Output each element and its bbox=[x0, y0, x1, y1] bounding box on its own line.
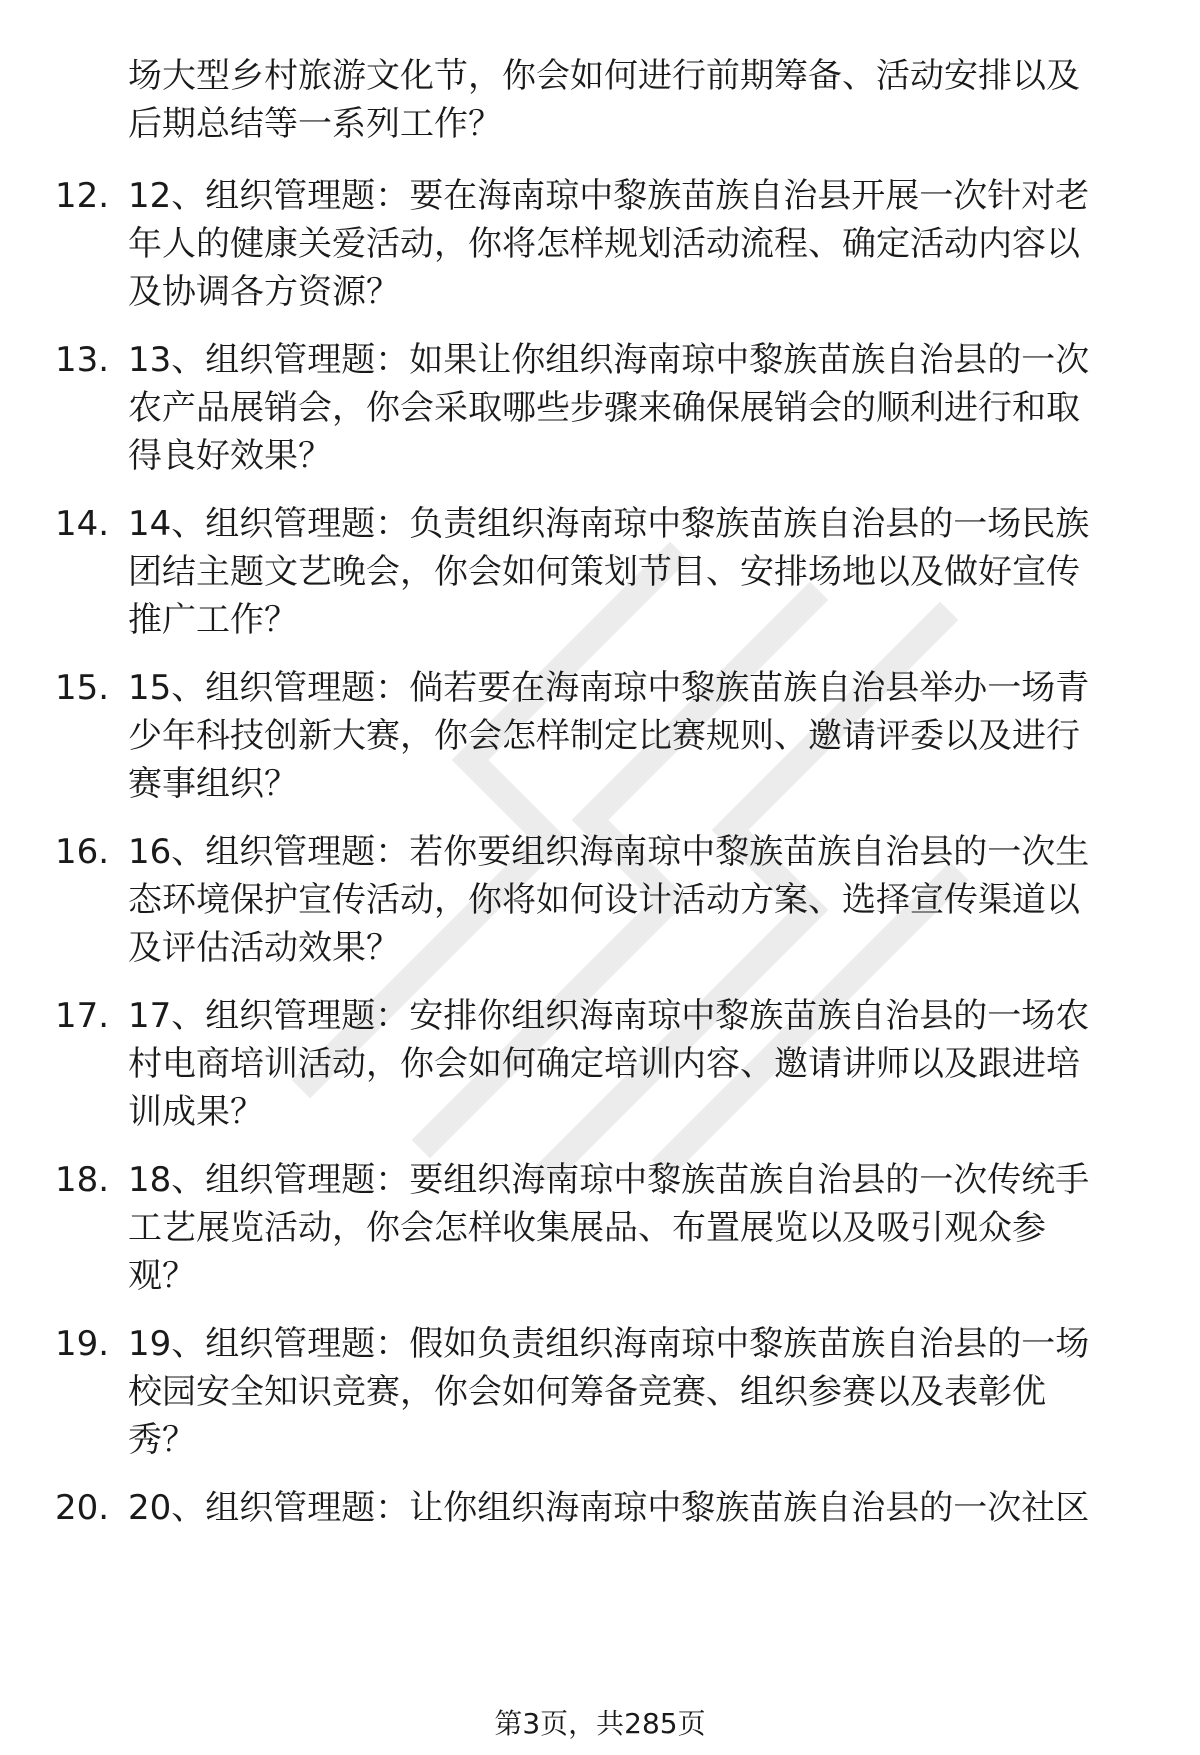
page-footer: 第3页，共285页 bbox=[494, 1707, 706, 1740]
list-item-text: 20、组织管理题：让你组织海南琼中黎族苗族自治县的一次社区 bbox=[128, 1488, 1090, 1528]
list-item-text: 15、组织管理题：倘若要在海南琼中黎族苗族自治县举办一场青 少年科技创新大赛，你会怎样制定比赛规则、邀请评委以及进行 赛事组织？ bbox=[128, 668, 1090, 804]
list-item-number: 15. bbox=[55, 668, 110, 708]
continuation-text: 场大型乡村旅游文化节，你会如何进行前期筹备、活动安排以及 后期总结等一系列工作？ bbox=[128, 56, 1080, 144]
list-item-number: 18. bbox=[55, 1160, 110, 1200]
list-item-text: 12、组织管理题：要在海南琼中黎族苗族自治县开展一次针对老 年人的健康关爱活动，你将怎样规划活动流程、确定活动内容以 及协调各方资源？ bbox=[128, 176, 1090, 312]
list-item-number: 14. bbox=[55, 504, 110, 544]
list-item-text: 16、组织管理题：若你要组织海南琼中黎族苗族自治县的一次生 态环境保护宣传活动，你将如何设计活动方案、选择宣传渠道以 及评估活动效果？ bbox=[128, 832, 1090, 968]
list-item-text: 13、组织管理题：如果让你组织海南琼中黎族苗族自治县的一次 农产品展销会，你会采取哪些步骤来确保展销会的顺利进行和取 得良好效果？ bbox=[128, 340, 1090, 476]
list-item-number: 13. bbox=[55, 340, 110, 380]
list-item-number: 20. bbox=[55, 1488, 110, 1528]
list-item-text: 14、组织管理题：负责组织海南琼中黎族苗族自治县的一场民族 团结主题文艺晚会，你会如何策划节目、安排场地以及做好宣传 推广工作？ bbox=[128, 504, 1090, 640]
list-item-number: 16. bbox=[55, 832, 110, 872]
list-item-text: 18、组织管理题：要组织海南琼中黎族苗族自治县的一次传统手 工艺展览活动，你会怎样收集展品、布置展览以及吸引观众参 观？ bbox=[128, 1160, 1090, 1296]
list-item-number: 12. bbox=[55, 176, 110, 216]
list-item-number: 19. bbox=[55, 1324, 110, 1364]
list-item-text: 17、组织管理题：安排你组织海南琼中黎族苗族自治县的一场农 村电商培训活动，你会如何确定培训内容、邀请讲师以及跟进培 训成果？ bbox=[128, 996, 1090, 1132]
list-item-number: 17. bbox=[55, 996, 110, 1036]
list-item-text: 19、组织管理题：假如负责组织海南琼中黎族苗族自治县的一场 校园安全知识竞赛，你会如何筹备竞赛、组织参赛以及表彰优 秀？ bbox=[128, 1324, 1090, 1460]
